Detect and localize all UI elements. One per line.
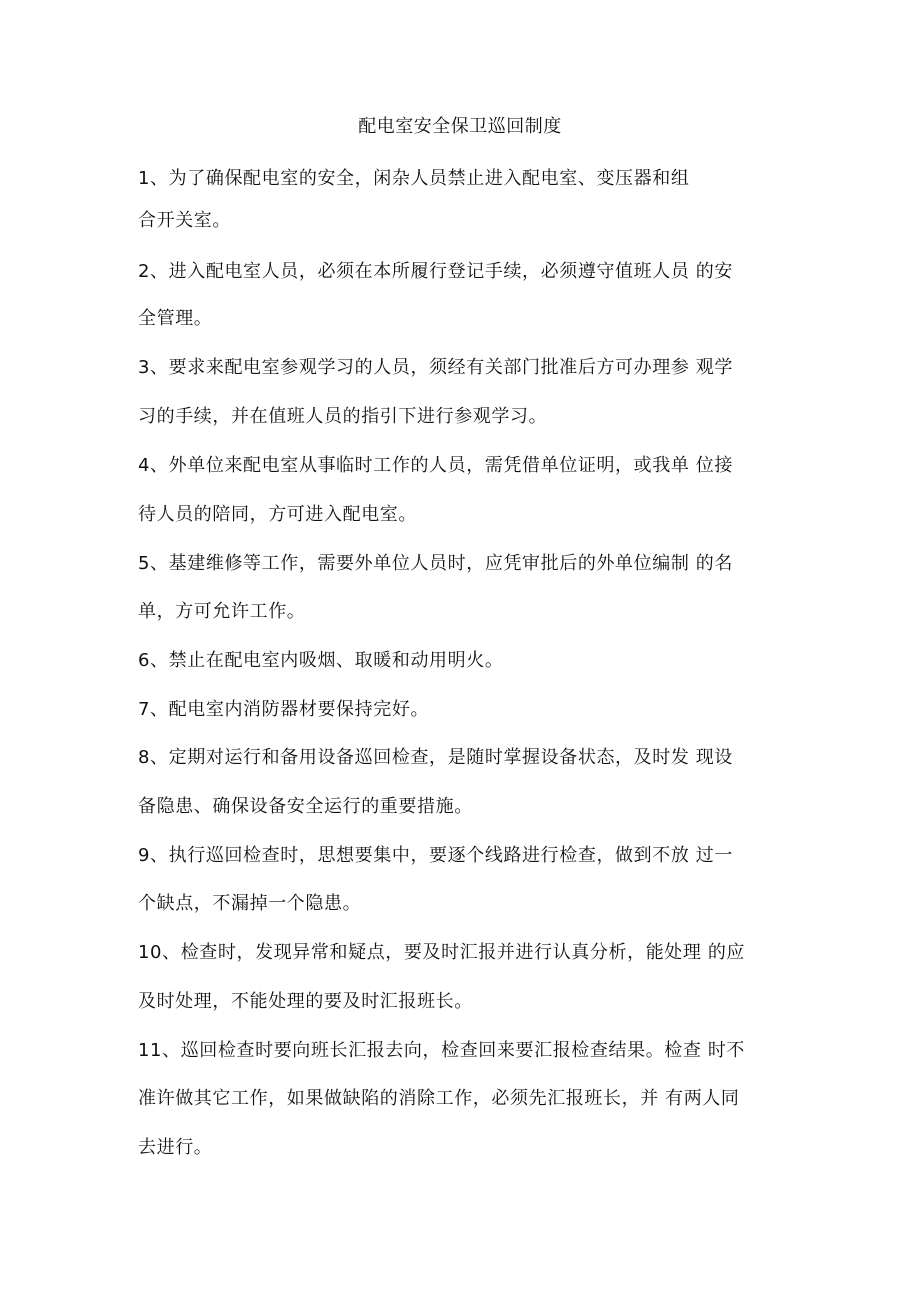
text-line: 习的手续，并在值班人员的指引下进行参观学习。: [138, 406, 548, 427]
text-line: 3、要求来配电室参观学习的人员，须经有关部门批准后方可办理参 观学: [138, 357, 733, 378]
text-line: 合开关室。: [138, 210, 231, 231]
text-line: 及时处理，不能处理的要及时汇报班长。: [138, 991, 473, 1012]
text-line: 1、为了确保配电室的安全，闲杂人员禁止进入配电室、变压器和组: [138, 168, 690, 189]
text-line: 准许做其它工作，如果做缺陷的消除工作，必须先汇报班长，并 有两人同: [138, 1088, 740, 1109]
text-line: 4、外单位来配电室从事临时工作的人员，需凭借单位证明，或我单 位接: [138, 455, 733, 476]
document-title: 配电室安全保卫巡回制度: [358, 116, 562, 137]
text-line: 8、定期对运行和备用设备巡回检查，是随时掌握设备状态，及时发 现设: [138, 747, 733, 768]
text-line: 待人员的陪同，方可进入配电室。: [138, 504, 417, 525]
text-line: 个缺点，不漏掉一个隐患。: [138, 893, 362, 914]
text-line: 5、基建维修等工作，需要外单位人员时，应凭审批后的外单位编制 的名: [138, 553, 733, 574]
text-line: 去进行。: [138, 1137, 213, 1158]
text-line: 10、检查时，发现异常和疑点，要及时汇报并进行认真分析，能处理 的应: [138, 942, 746, 963]
text-line: 7、配电室内消防器材要保持完好。: [138, 699, 430, 720]
text-line: 11、巡回检查时要向班长汇报去向，检查回来要汇报检查结果。检查 时不: [138, 1040, 746, 1061]
text-line: 9、执行巡回检查时，思想要集中，要逐个线路进行检查，做到不放 过一: [138, 845, 733, 866]
text-line: 2、进入配电室人员，必须在本所履行登记手续，必须遵守值班人员 的安: [138, 261, 733, 282]
text-line: 6、禁止在配电室内吸烟、取暖和动用明火。: [138, 650, 504, 671]
text-line: 全管理。: [138, 308, 213, 329]
text-line: 备隐患、确保设备安全运行的重要措施。: [138, 796, 473, 817]
text-line: 单，方可允许工作。: [138, 601, 306, 622]
